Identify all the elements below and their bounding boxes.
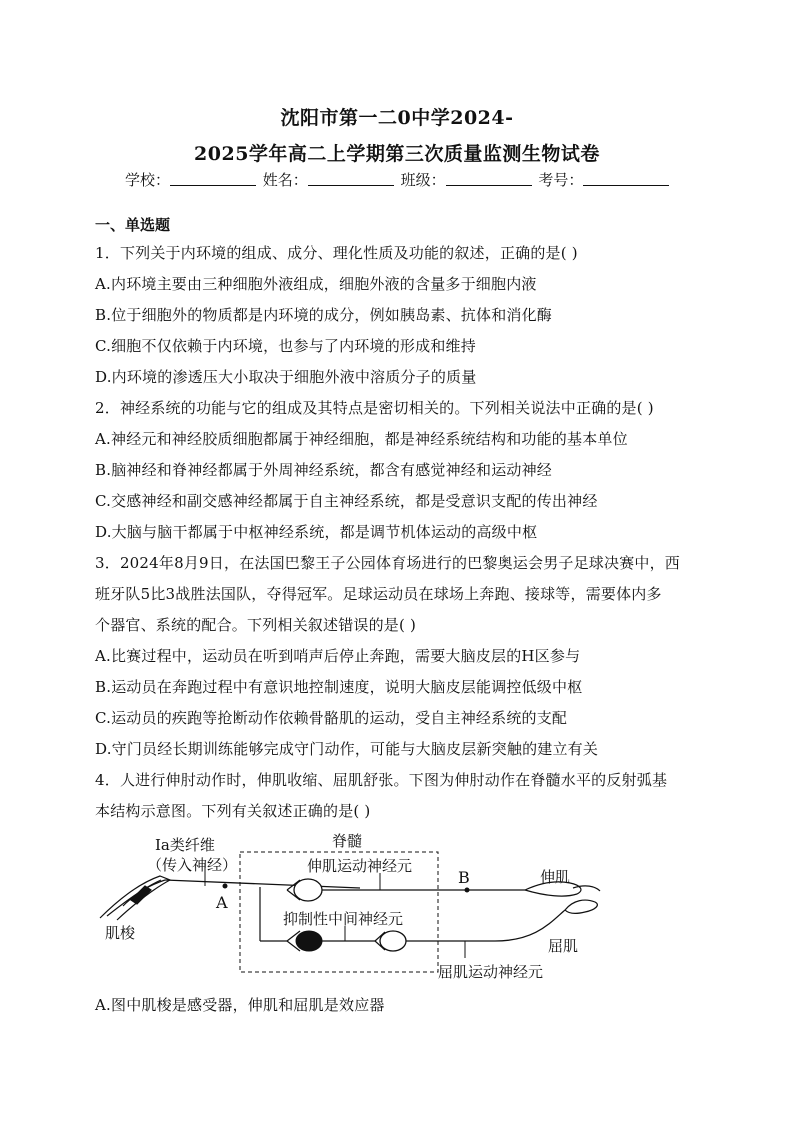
point-b-dot	[465, 888, 470, 893]
question-4-stem-line-2: 本结构示意图。下列有关叙述正确的是( )	[95, 802, 371, 820]
point-a-dot	[223, 884, 228, 889]
question-3-stem-line-3: 个器官、系统的配合。下列相关叙述错误的是( )	[95, 616, 417, 634]
flexor-axon	[406, 910, 565, 941]
question-1-option-d: D.内环境的渗透压大小取决于细胞外液中溶质分子的质量	[95, 368, 477, 386]
point-a-label: A	[216, 893, 228, 912]
question-2-option-a: A.神经元和神经胶质细胞都属于神经细胞，都是神经系统结构和功能的基本单位	[95, 430, 628, 448]
exam-no-label: 考号：	[538, 171, 584, 189]
section-heading: 一、单选题	[95, 216, 171, 234]
flexor-label: 屈肌	[548, 937, 579, 955]
fiber-label-2: （传入神经）	[147, 856, 238, 874]
point-b-label: B	[458, 868, 470, 887]
question-3-option-a: A.比赛过程中，运动员在听到哨声后停止奔跑，需要大脑皮层的H区参与	[95, 647, 581, 665]
question-2-option-b: B.脑神经和脊神经都属于外周神经系统，都含有感觉神经和运动神经	[95, 461, 552, 479]
question-3-option-c: C.运动员的疾跑等抢断动作依赖骨骼肌的运动，受自主神经系统的支配	[95, 709, 568, 727]
extensor-neuron-body	[294, 879, 322, 901]
interneuron-body	[296, 931, 322, 951]
question-3-option-d: D.守门员经长期训练能够完成守门动作，可能与大脑皮层新突触的建立有关	[95, 740, 599, 758]
interneuron-label: 抑制性中间神经元	[283, 910, 404, 928]
muscle-spindle-label: 肌梭	[105, 924, 136, 942]
question-1-option-a: A.内环境主要由三种细胞外液组成，细胞外液的含量多于细胞内液	[95, 275, 537, 293]
exam-title-line-2: 2025学年高二上学期第三次质量监测生物试卷	[194, 143, 600, 165]
muscle-shapes	[525, 882, 600, 913]
reflex-arc-diagram	[95, 828, 615, 988]
exam-no-blank[interactable]	[583, 171, 669, 186]
name-label: 姓名：	[262, 171, 308, 189]
school-label: 学校：	[125, 171, 171, 189]
afferent-fiber-line	[165, 880, 360, 888]
class-blank[interactable]	[446, 171, 532, 186]
question-1-option-c: C.细胞不仅依赖于内环境，也参与了内环境的形成和维持	[95, 337, 476, 355]
question-2-stem: 2．神经系统的功能与它的组成及其特点是密切相关的。下列相关说法中正确的是( )	[95, 399, 654, 417]
student-info-row	[125, 169, 671, 190]
exam-title-line-1: 沈阳市第一二0中学2024-	[280, 107, 514, 129]
flexor-neuron-body	[380, 931, 406, 951]
question-3-stem-line-1: 3．2024年8月9日，在法国巴黎王子公园体育场进行的巴黎奥运会男子足球决赛中，西	[95, 554, 681, 572]
name-blank[interactable]	[308, 171, 394, 186]
question-3-option-b: B.运动员在奔跑过程中有意识地控制速度，说明大脑皮层能调控低级中枢	[95, 678, 583, 696]
question-2-option-c: C.交感神经和副交感神经都属于自主神经系统，都是受意识支配的传出神经	[95, 492, 598, 510]
flexor-neuron-label: 屈肌运动神经元	[438, 963, 544, 981]
spinal-cord-label: 脊髓	[332, 832, 363, 850]
question-4-stem-line-1: 4．人进行伸肘动作时，伸肌收缩、屈肌舒张。下图为伸肘动作在脊髓水平的反射弧基	[95, 771, 668, 789]
extensor-label: 伸肌	[540, 868, 571, 886]
extensor-neuron-label: 伸肌运动神经元	[307, 857, 413, 875]
school-blank[interactable]	[170, 171, 256, 186]
muscle-spindle-shape	[100, 876, 170, 920]
question-1-option-b: B.位于细胞外的物质都是内环境的成分，例如胰岛素、抗体和消化酶	[95, 306, 552, 324]
question-3-stem-line-2: 班牙队5比3战胜法国队，夺得冠军。足球运动员在球场上奔跑、接球等，需要体内多	[95, 585, 662, 603]
fiber-label-1: Ia类纤维	[155, 836, 215, 854]
question-2-option-d: D.大脑与脑干都属于中枢神经系统，都是调节机体运动的高级中枢	[95, 523, 538, 541]
question-1-stem: 1．下列关于内环境的组成、成分、理化性质及功能的叙述，正确的是( )	[95, 244, 578, 262]
question-4-option-a: A.图中肌梭是感受器，伸肌和屈肌是效应器	[95, 996, 385, 1014]
class-label: 班级：	[400, 171, 446, 189]
